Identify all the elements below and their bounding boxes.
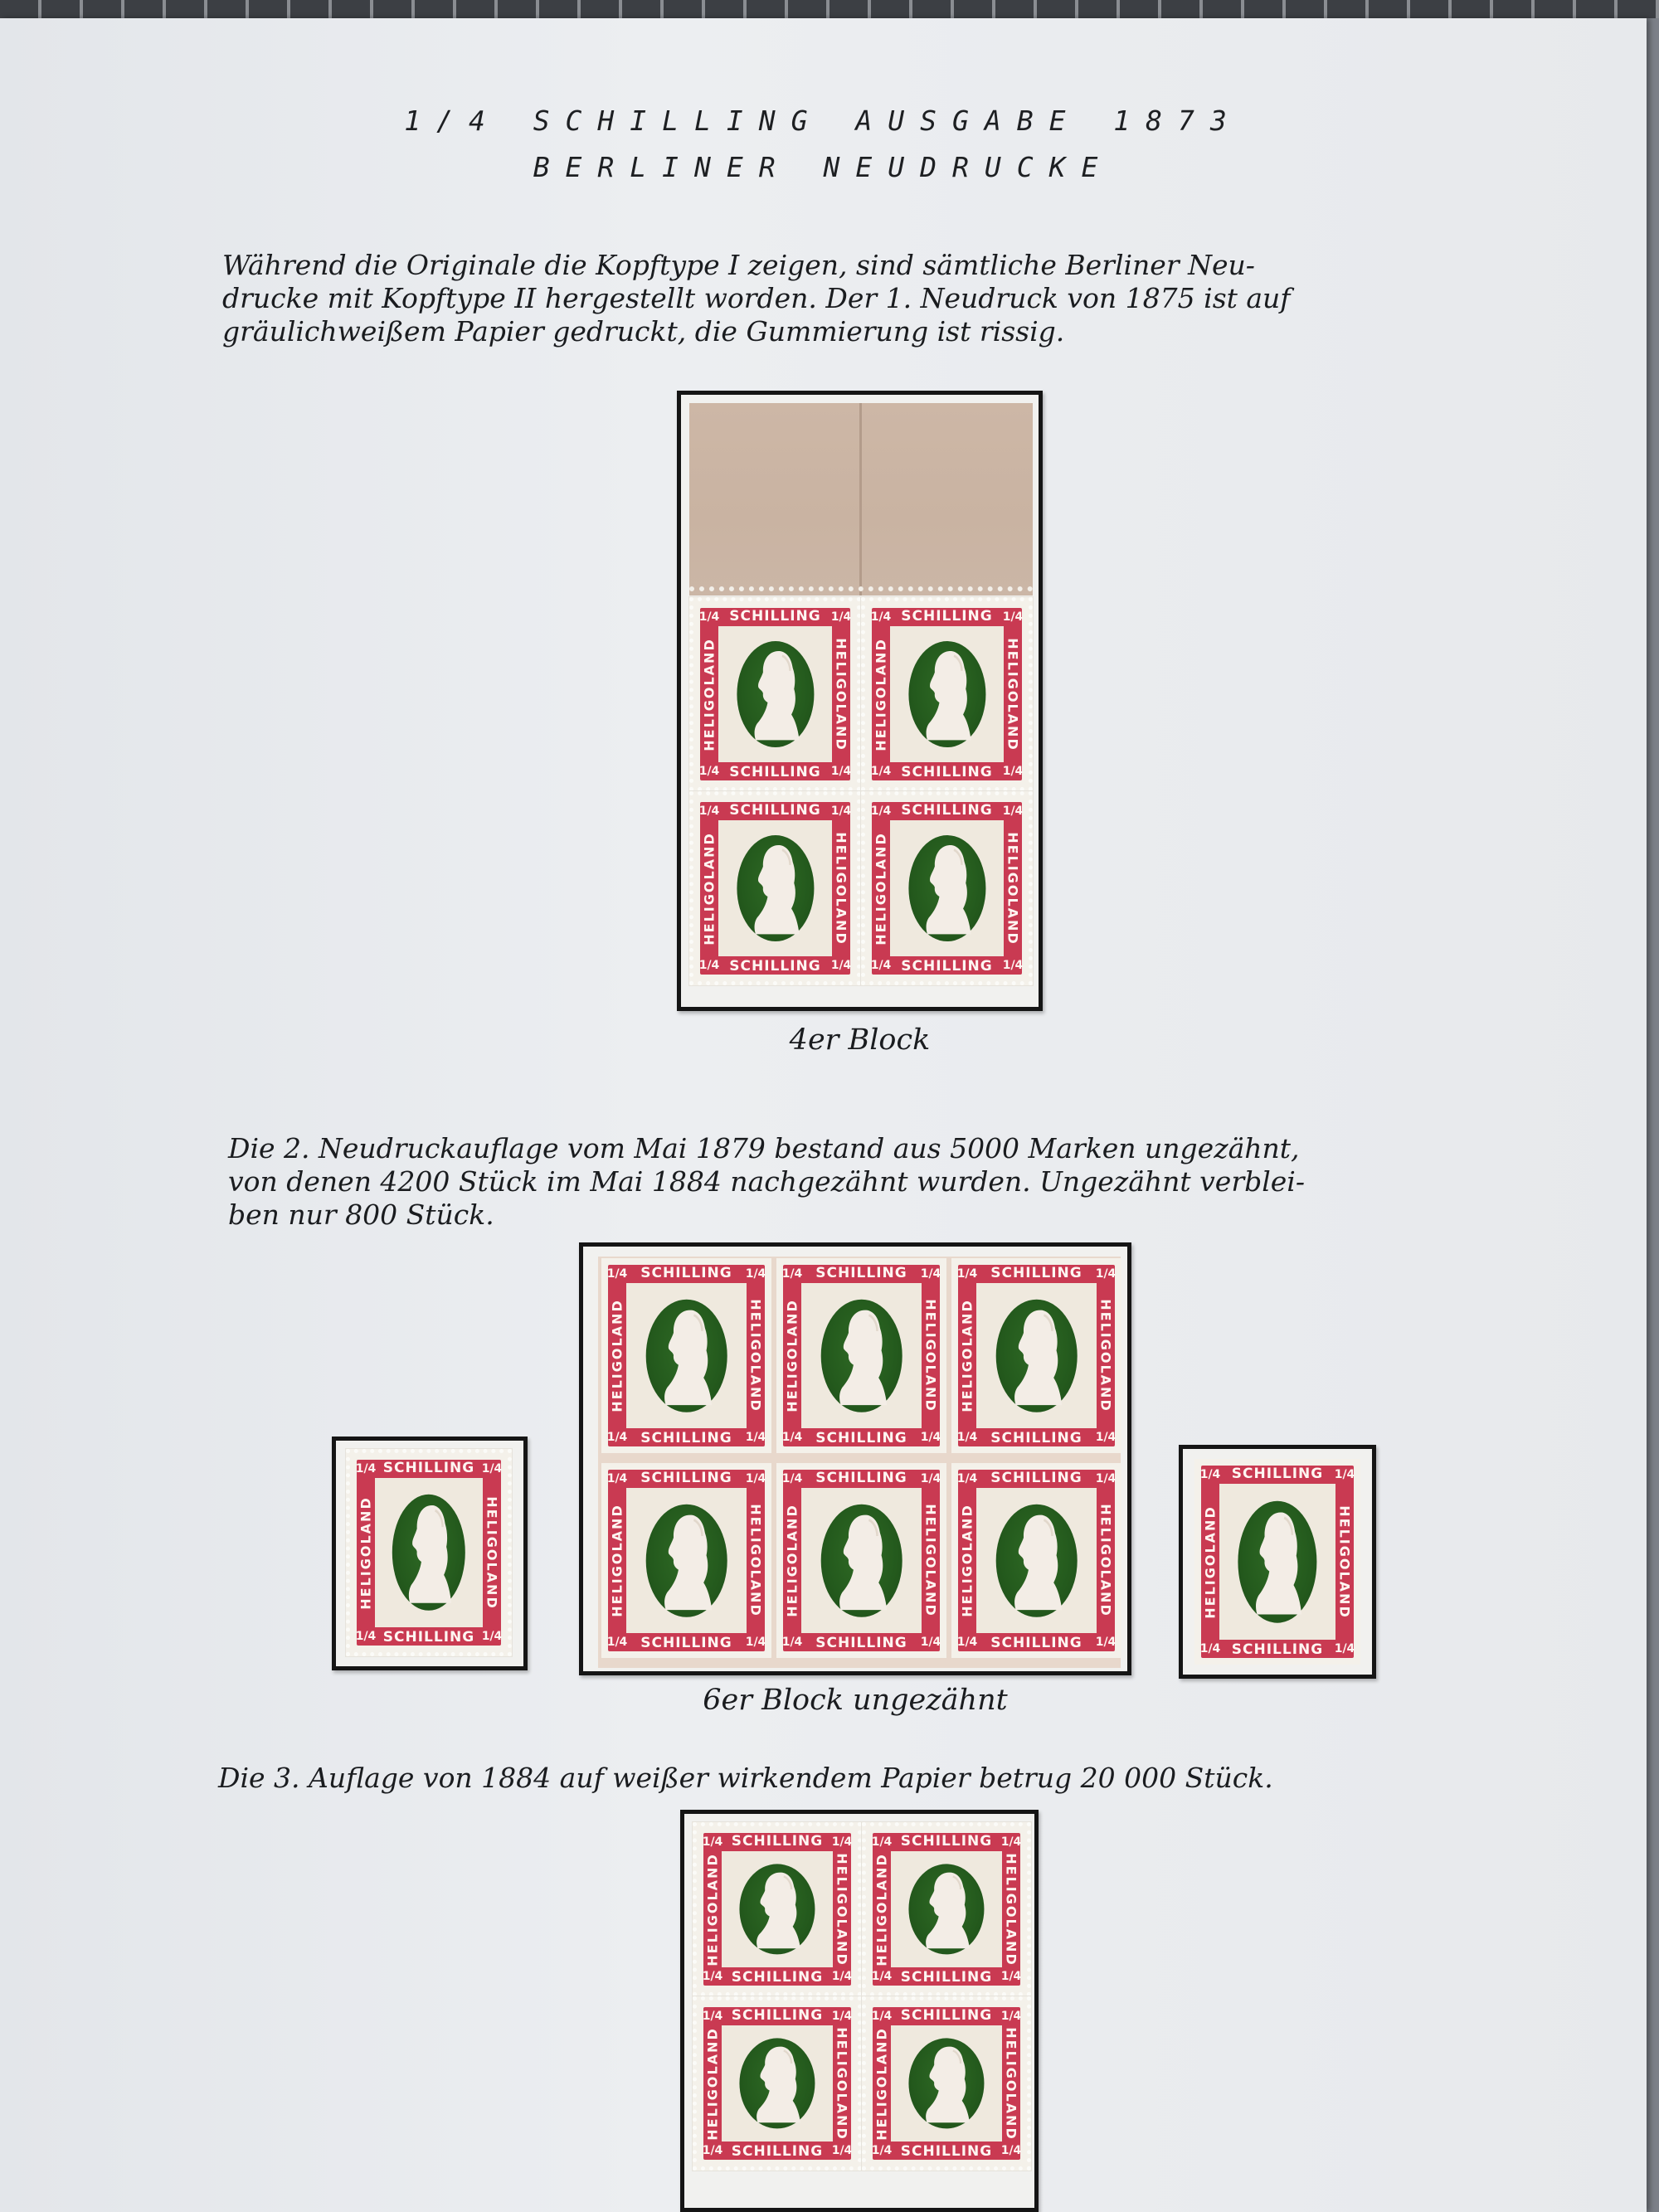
stamp-left-text: HELIGOLAND xyxy=(609,1299,625,1412)
stamp-bottom-text: SCHILLING xyxy=(731,1969,824,1986)
stamp-right-text: HELIGOLAND xyxy=(484,1495,500,1610)
block-of-six-imperforate xyxy=(601,1258,1121,1658)
stamp-center xyxy=(801,1283,922,1428)
stamp-bottom-text: SCHILLING xyxy=(640,1430,732,1446)
sheet-fold xyxy=(859,403,862,596)
intro-paragraph: Während die Originale die Kopftype I zeigen, sind sämtliche Berliner Neu- drucke mit Kopftype II hergestellt worden. Der 1. Neudruck von 1875 ist auf gräulichweißem Papier gedruckt, die Gummierung ist rissig. xyxy=(222,249,1291,348)
stamp-value: 1/4 xyxy=(831,1835,853,1849)
queen-portrait-icon xyxy=(914,645,980,743)
page-title: 1/4 SCHILLING AUSGABE 1873 xyxy=(404,105,1243,137)
stamp-value: 1/4 xyxy=(871,2144,893,2157)
stamp-value: 1/4 xyxy=(830,610,852,624)
stamp-value: 1/4 xyxy=(606,1431,628,1444)
stamp-value: 1/4 xyxy=(1000,1835,1022,1849)
stamp-center xyxy=(891,2025,1002,2142)
stamp-left-text: HELIGOLAND xyxy=(704,1852,721,1966)
stamp-value: 1/4 xyxy=(871,1970,893,1983)
stamp-value: 1/4 xyxy=(870,610,892,624)
stamp-left-text: HELIGOLAND xyxy=(701,637,718,751)
stamp-top-text: SCHILLING xyxy=(1231,1466,1324,1482)
stamp-value: 1/4 xyxy=(956,1472,978,1485)
queen-portrait-icon xyxy=(651,1509,721,1613)
stamp-value: 1/4 xyxy=(870,805,892,818)
stamp-left-text: HELIGOLAND xyxy=(873,2026,890,2141)
queen-portrait-icon xyxy=(397,1499,460,1607)
album-page xyxy=(0,18,1647,2212)
stamp-top-text: SCHILLING xyxy=(900,2007,993,2024)
stamp-value: 1/4 xyxy=(956,1267,978,1281)
stamp xyxy=(346,1449,512,1656)
stamp-top-text: SCHILLING xyxy=(640,1470,732,1486)
stamp-value: 1/4 xyxy=(920,1267,941,1281)
stamp-value: 1/4 xyxy=(831,1970,853,1983)
queen-portrait-icon xyxy=(826,1304,896,1408)
queen-portrait-icon xyxy=(914,839,980,937)
stamp-top-text: SCHILLING xyxy=(729,802,821,819)
stamp-right-text: HELIGOLAND xyxy=(833,831,849,946)
stamp xyxy=(862,1822,1031,1996)
stamp-bottom-text: SCHILLING xyxy=(900,1969,993,1986)
stamp-center xyxy=(891,1851,1002,1967)
stamp-right-text: HELIGOLAND xyxy=(747,1504,764,1617)
stamp-value: 1/4 xyxy=(698,805,720,818)
queen-portrait-icon xyxy=(1001,1509,1071,1613)
stamp-center xyxy=(626,1488,747,1633)
stamp xyxy=(951,1463,1121,1658)
stamp-bottom-text: SCHILLING xyxy=(640,1635,732,1651)
stamp-center xyxy=(801,1488,922,1633)
queen-portrait-icon xyxy=(826,1509,896,1613)
stamp-right-text: HELIGOLAND xyxy=(1097,1504,1114,1617)
stamp-left-text: HELIGOLAND xyxy=(784,1299,800,1412)
stamp xyxy=(689,791,861,985)
stamp-value: 1/4 xyxy=(1000,2144,1022,2157)
stamp-value: 1/4 xyxy=(1095,1472,1117,1485)
stamp-left-text: HELIGOLAND xyxy=(701,831,718,946)
stamp-value: 1/4 xyxy=(830,765,852,778)
stamp-value: 1/4 xyxy=(1199,1468,1221,1481)
stamp-value: 1/4 xyxy=(831,2010,853,2023)
stamp-top-text: SCHILLING xyxy=(901,802,993,819)
stamp-value: 1/4 xyxy=(702,2144,723,2157)
queen-portrait-icon xyxy=(651,1304,721,1408)
stamp-left-text: HELIGOLAND xyxy=(873,831,889,946)
second-printing-paragraph: Die 2. Neudruckauflage vom Mai 1879 bestand aus 5000 Marken ungezähnt, von denen 4200 Stück im Mai 1884 nachgezähnt wurden. Ungezähnt verblei- ben nur 800 Stück. xyxy=(228,1132,1306,1231)
stamp-value: 1/4 xyxy=(781,1431,803,1444)
stamp-top-text: SCHILLING xyxy=(731,2007,824,2024)
stamp-top-text: SCHILLING xyxy=(640,1265,732,1281)
stamp-bottom-text: SCHILLING xyxy=(990,1635,1082,1651)
third-printing-block-mount xyxy=(680,1810,1039,2212)
stamp xyxy=(693,1996,862,2171)
stamp-top-text: SCHILLING xyxy=(990,1265,1082,1281)
stamp-right-text: HELIGOLAND xyxy=(834,2026,850,2141)
stamp-value: 1/4 xyxy=(830,959,852,972)
stamp-bottom-text: SCHILLING xyxy=(901,764,993,780)
block-of-four-third-printing xyxy=(693,1822,1031,2171)
stamp-value: 1/4 xyxy=(956,1636,978,1649)
stamp-right-text: HELIGOLAND xyxy=(1097,1299,1114,1412)
stamp-right-text: HELIGOLAND xyxy=(747,1299,764,1412)
stamp-value: 1/4 xyxy=(871,1835,893,1849)
stamp-bottom-text: SCHILLING xyxy=(990,1430,1082,1446)
stamp-value: 1/4 xyxy=(920,1636,941,1649)
block-of-four-mount xyxy=(677,391,1043,1011)
stamp-right-text: HELIGOLAND xyxy=(1003,2026,1019,2141)
stamp-value: 1/4 xyxy=(956,1431,978,1444)
stamp xyxy=(776,1258,946,1453)
stamp-center xyxy=(375,1478,483,1627)
stamp-value: 1/4 xyxy=(606,1267,628,1281)
stamp-value: 1/4 xyxy=(1334,1642,1355,1655)
stamp xyxy=(689,597,861,791)
stamp-value: 1/4 xyxy=(702,2010,723,2023)
stamp-value: 1/4 xyxy=(871,2010,893,2023)
stamp-value: 1/4 xyxy=(1095,1636,1117,1649)
block-of-six-mount xyxy=(579,1242,1131,1675)
stamp xyxy=(1194,1459,1360,1665)
stamp-center xyxy=(718,820,832,956)
stamp xyxy=(862,1996,1031,2171)
stamp-left-text: HELIGOLAND xyxy=(873,637,889,751)
queen-portrait-icon xyxy=(745,2042,810,2126)
stamp-center xyxy=(718,626,832,762)
stamp-value: 1/4 xyxy=(355,1462,377,1475)
queen-portrait-icon xyxy=(742,645,808,743)
stamp-right-text: HELIGOLAND xyxy=(1005,831,1021,946)
stamp-center xyxy=(890,626,1004,762)
stamp-value: 1/4 xyxy=(1095,1431,1117,1444)
stamp-value: 1/4 xyxy=(781,1472,803,1485)
stamp-value: 1/4 xyxy=(698,959,720,972)
stamp-bottom-text: SCHILLING xyxy=(731,2143,824,2160)
caption-block-of-six: 6er Block ungezähnt xyxy=(703,1684,1008,1717)
stamp-right-text: HELIGOLAND xyxy=(833,637,849,751)
stamp-right-text: HELIGOLAND xyxy=(834,1852,850,1966)
stamp-left-text: HELIGOLAND xyxy=(784,1504,800,1617)
single-stamp-left-mount xyxy=(332,1437,528,1670)
stamp-bottom-text: SCHILLING xyxy=(815,1635,907,1651)
stamp-bottom-text: SCHILLING xyxy=(815,1430,907,1446)
queen-portrait-icon xyxy=(745,1868,810,1952)
sheet-margin xyxy=(689,403,1033,596)
stamp-value: 1/4 xyxy=(745,1472,766,1485)
binder-strip xyxy=(0,0,1659,18)
stamp-value: 1/4 xyxy=(481,1630,503,1643)
stamp-value: 1/4 xyxy=(920,1472,941,1485)
stamp xyxy=(601,1463,771,1658)
stamp-value: 1/4 xyxy=(781,1636,803,1649)
stamp-bottom-text: SCHILLING xyxy=(1231,1641,1324,1658)
stamp-value: 1/4 xyxy=(606,1472,628,1485)
stamp-value: 1/4 xyxy=(831,2144,853,2157)
page-subtitle: BERLINER NEUDRUCKE xyxy=(533,151,1114,183)
stamp xyxy=(861,791,1033,985)
stamp xyxy=(601,1258,771,1453)
stamp-bottom-text: SCHILLING xyxy=(729,958,821,975)
stamp-center xyxy=(890,820,1004,956)
stamp-top-text: SCHILLING xyxy=(901,608,993,625)
stamp xyxy=(693,1822,862,1996)
stamp xyxy=(861,597,1033,791)
caption-block-of-four: 4er Block xyxy=(789,1023,931,1057)
stamp-value: 1/4 xyxy=(745,1636,766,1649)
stamp-value: 1/4 xyxy=(1199,1642,1221,1655)
single-stamp-right-mount xyxy=(1179,1445,1376,1679)
stamp-center xyxy=(626,1283,747,1428)
stamp-center xyxy=(976,1488,1097,1633)
queen-portrait-icon xyxy=(742,839,808,937)
stamp-value: 1/4 xyxy=(745,1431,766,1444)
stamp-value: 1/4 xyxy=(702,1835,723,1849)
perforation-row xyxy=(689,586,1033,598)
stamp-value: 1/4 xyxy=(870,765,892,778)
stamp-right-text: HELIGOLAND xyxy=(1003,1852,1019,1966)
stamp-top-text: SCHILLING xyxy=(731,1833,824,1850)
stamp-bottom-text: SCHILLING xyxy=(729,764,821,780)
stamp-value: 1/4 xyxy=(1000,2010,1022,2023)
stamp-top-text: SCHILLING xyxy=(990,1470,1082,1486)
stamp-value: 1/4 xyxy=(1095,1267,1117,1281)
stamp-left-text: HELIGOLAND xyxy=(358,1495,374,1610)
stamp-center xyxy=(722,1851,833,1967)
stamp-value: 1/4 xyxy=(1002,610,1024,624)
stamp-right-text: HELIGOLAND xyxy=(922,1504,939,1617)
stamp-right-text: HELIGOLAND xyxy=(1005,637,1021,751)
queen-portrait-icon xyxy=(914,1868,979,1952)
stamp-value: 1/4 xyxy=(606,1636,628,1649)
stamp-top-text: SCHILLING xyxy=(729,608,821,625)
third-printing-paragraph: Die 3. Auflage von 1884 auf weißer wirkendem Papier betrug 20 000 Stück. xyxy=(218,1762,1273,1794)
stamp-left-text: HELIGOLAND xyxy=(609,1504,625,1617)
stamp-left-text: HELIGOLAND xyxy=(704,2026,721,2141)
stamp-value: 1/4 xyxy=(781,1267,803,1281)
stamp xyxy=(776,1463,946,1658)
block-of-four xyxy=(689,597,1033,985)
stamp-center xyxy=(1219,1484,1335,1640)
stamp-left-text: HELIGOLAND xyxy=(1202,1505,1219,1619)
stamp-top-text: SCHILLING xyxy=(815,1470,907,1486)
stamp-left-text: HELIGOLAND xyxy=(959,1299,975,1412)
stamp-top-text: SCHILLING xyxy=(815,1265,907,1281)
stamp-right-text: HELIGOLAND xyxy=(1336,1505,1353,1619)
stamp-value: 1/4 xyxy=(1000,1970,1022,1983)
stamp-value: 1/4 xyxy=(1334,1468,1355,1481)
stamp-value: 1/4 xyxy=(702,1970,723,1983)
stamp-value: 1/4 xyxy=(698,765,720,778)
stamp-left-text: HELIGOLAND xyxy=(959,1504,975,1617)
stamp-value: 1/4 xyxy=(870,959,892,972)
stamp-value: 1/4 xyxy=(481,1462,503,1475)
stamp-bottom-text: SCHILLING xyxy=(900,2143,993,2160)
stamp-value: 1/4 xyxy=(1002,805,1024,818)
stamp-left-text: HELIGOLAND xyxy=(873,1852,890,1966)
stamp-center xyxy=(976,1283,1097,1428)
stamp-top-text: SCHILLING xyxy=(382,1460,475,1476)
stamp-bottom-text: SCHILLING xyxy=(901,958,993,975)
stamp-value: 1/4 xyxy=(745,1267,766,1281)
queen-portrait-icon xyxy=(1001,1304,1071,1408)
stamp-right-text: HELIGOLAND xyxy=(922,1299,939,1412)
stamp-value: 1/4 xyxy=(1002,959,1024,972)
stamp-value: 1/4 xyxy=(920,1431,941,1444)
stamp-value: 1/4 xyxy=(355,1630,377,1643)
stamp-value: 1/4 xyxy=(830,805,852,818)
queen-portrait-icon xyxy=(1243,1505,1311,1617)
stamp-value: 1/4 xyxy=(1002,765,1024,778)
stamp-bottom-text: SCHILLING xyxy=(382,1629,475,1646)
stamp xyxy=(951,1258,1121,1453)
queen-portrait-icon xyxy=(914,2042,979,2126)
stamp-center xyxy=(722,2025,833,2142)
stamp-value: 1/4 xyxy=(698,610,720,624)
stamp-top-text: SCHILLING xyxy=(900,1833,993,1850)
